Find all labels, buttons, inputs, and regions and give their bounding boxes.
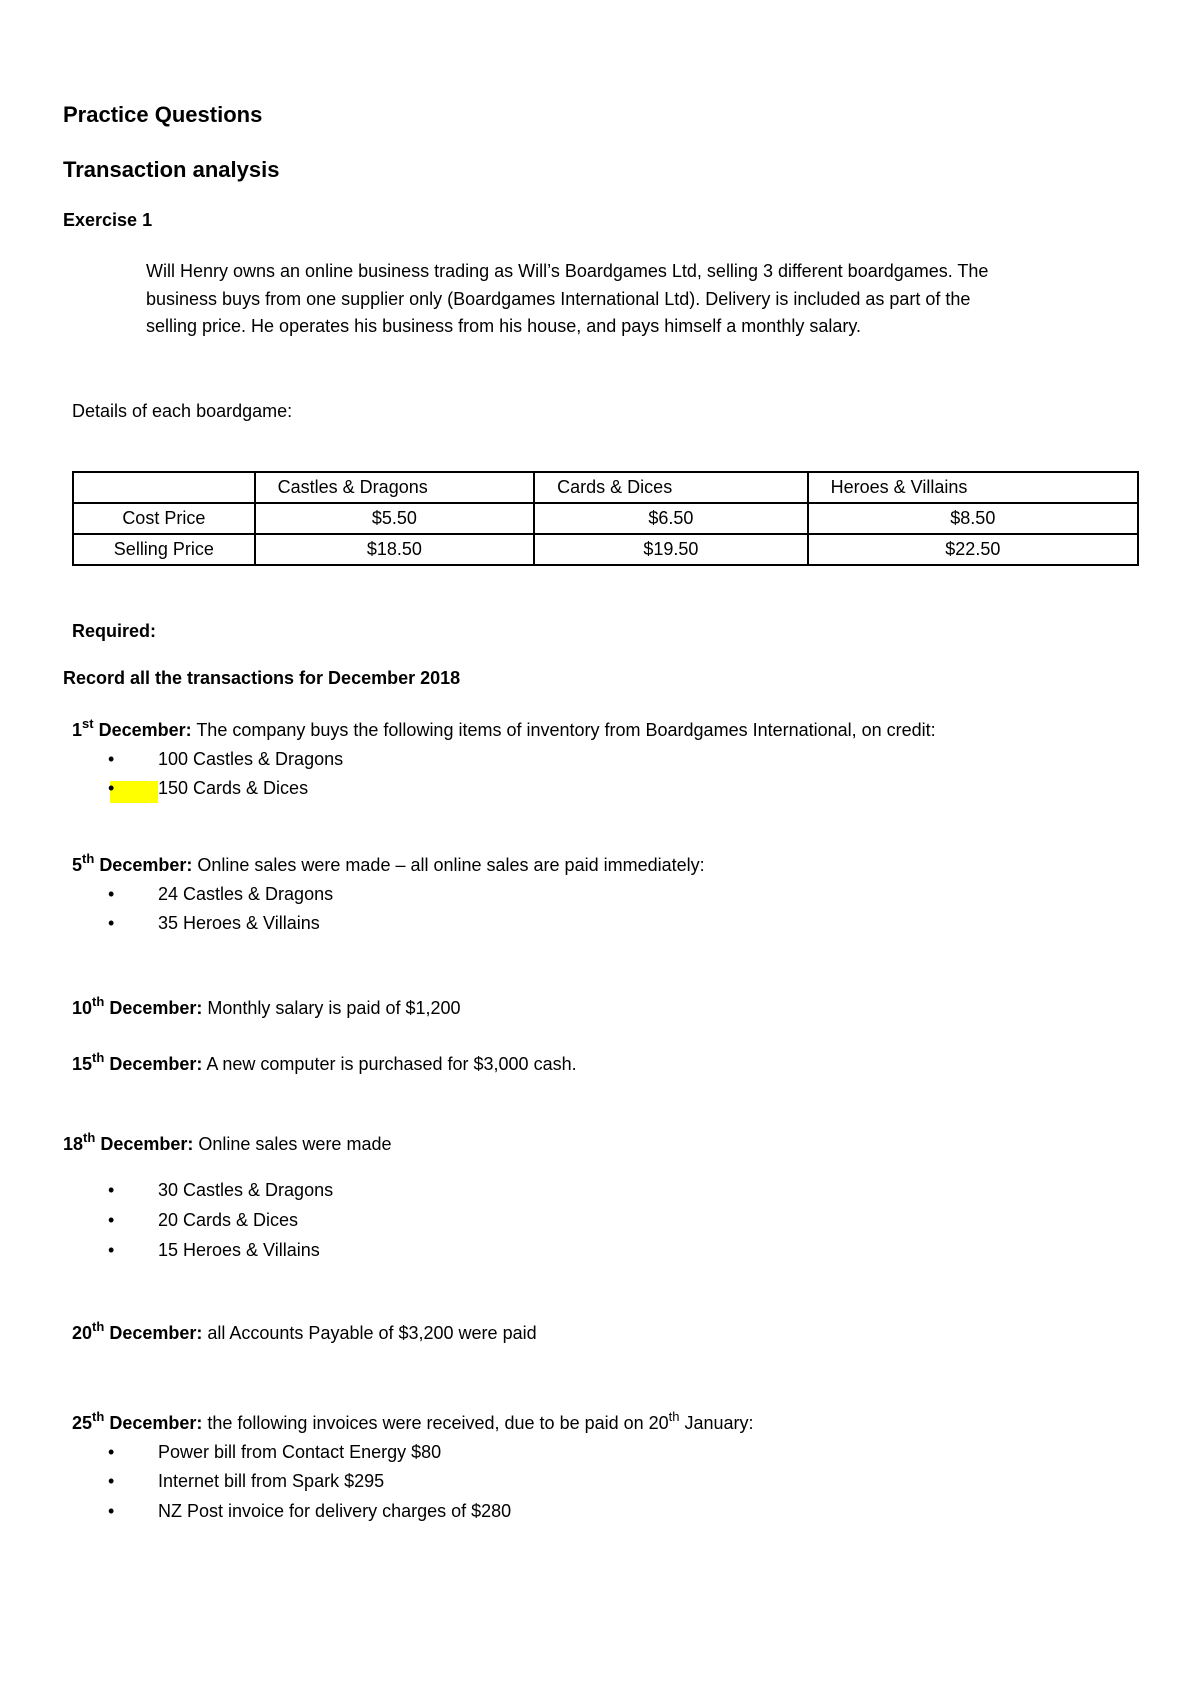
bullet-icon: •: [108, 1210, 115, 1230]
table-header-cell: [73, 472, 255, 503]
transaction-10: [72, 994, 461, 1019]
list-item: 100 Castles & Dragons: [158, 749, 344, 769]
bullet-icon: •: [108, 1180, 115, 1200]
intro-line: business buys from one supplier only (Boardgames International Ltd). Delivery is included as part of the: [146, 288, 971, 309]
transaction-month: December:: [98, 720, 192, 740]
list-item: 15 Heroes & Villains: [158, 1240, 320, 1260]
table-header-row: [73, 472, 1138, 503]
intro-line: selling price. He operates his business from his house, and pays himself a monthly salary.: [146, 316, 862, 336]
transaction-text: the following invoices were received, due to be paid on 20: [202, 1413, 669, 1433]
day-suffix: th: [92, 994, 105, 1009]
bullet-icon: •: [108, 884, 115, 904]
bullet-icon: •: [108, 778, 115, 798]
bullet-icon: •: [108, 1240, 115, 1260]
transaction-day: 1: [72, 720, 83, 740]
list-item: 24 Castles & Dragons: [158, 884, 334, 904]
transaction-text: Online sales were made: [193, 1134, 392, 1154]
list-item: 20 Cards & Dices: [158, 1210, 299, 1230]
transaction-20: [72, 1319, 537, 1344]
transaction-day: 18: [63, 1134, 84, 1154]
list-item: Power bill from Contact Energy $80: [158, 1442, 442, 1462]
list-item: NZ Post invoice for delivery charges of $280: [158, 1501, 512, 1521]
transaction-25: [72, 1409, 754, 1434]
record-instruction: Record all the transactions for December 2018: [63, 668, 461, 688]
transaction-text: A new computer is purchased for $3,000 cash.: [202, 1054, 577, 1074]
transaction-day: 20: [72, 1323, 93, 1343]
transaction-month: December:: [99, 855, 193, 875]
transaction-day: 15: [72, 1054, 93, 1074]
transaction-5: [72, 851, 705, 876]
table-cell: $22.50: [808, 534, 1138, 565]
transaction-day: 5: [72, 855, 83, 875]
transaction-1: [72, 716, 936, 741]
bullet-icon: •: [108, 913, 115, 933]
transaction-day: 10: [72, 998, 93, 1018]
bullet-icon: •: [108, 1501, 115, 1521]
required-heading: Required:: [72, 621, 157, 641]
boardgame-details-table: [72, 471, 1139, 566]
transaction-day: 25: [72, 1413, 93, 1433]
table-row: [73, 534, 1138, 565]
page-title: Practice Questions: [63, 102, 263, 127]
transaction-18: [63, 1130, 392, 1155]
table-cell: $5.50: [255, 503, 535, 534]
transaction-month: December:: [109, 1054, 203, 1074]
transaction-text: Online sales were made – all online sales are paid immediately:: [192, 855, 705, 875]
list-item: 150 Cards & Dices: [158, 778, 309, 798]
highlight-mark: [110, 781, 158, 803]
row-label: Selling Price: [73, 534, 255, 565]
day-suffix: th: [92, 1409, 105, 1424]
table-cell: $6.50: [534, 503, 807, 534]
bullet-icon: •: [108, 749, 115, 769]
row-label: Cost Price: [73, 503, 255, 534]
transaction-15: [72, 1050, 577, 1075]
transaction-month: December:: [109, 998, 203, 1018]
table-cell: $8.50: [808, 503, 1138, 534]
day-suffix: th: [83, 1130, 96, 1145]
transaction-text: The company buys the following items of inventory from Boardgames International, on credit:: [191, 720, 936, 740]
list-item: 30 Castles & Dragons: [158, 1180, 334, 1200]
transaction-month: December:: [100, 1134, 194, 1154]
day-suffix: st: [82, 716, 94, 731]
day-suffix: th: [92, 1319, 105, 1334]
table-cell: $19.50: [534, 534, 807, 565]
transaction-text: Monthly salary is paid of $1,200: [202, 998, 461, 1018]
day-suffix: th: [92, 1050, 105, 1065]
exercise-heading: Exercise 1: [63, 210, 153, 230]
bullet-icon: •: [108, 1471, 115, 1491]
intro-line: Will Henry owns an online business trading as Will’s Boardgames Ltd, selling 3 different boardgames. The: [146, 261, 989, 281]
transaction-text-after: January:: [679, 1413, 754, 1433]
details-label: Details of each boardgame:: [72, 401, 293, 421]
list-item: 35 Heroes & Villains: [158, 913, 320, 933]
intro-paragraph: [146, 258, 1126, 341]
section-title: Transaction analysis: [63, 157, 280, 182]
table-header-cell: Heroes & Villains: [808, 472, 1138, 503]
day-suffix: th: [82, 851, 95, 866]
transaction-text: all Accounts Payable of $3,200 were paid: [202, 1323, 537, 1343]
table-cell: $18.50: [255, 534, 535, 565]
table-header-cell: Castles & Dragons: [255, 472, 535, 503]
transaction-month: December:: [109, 1323, 203, 1343]
date-suffix: th: [668, 1409, 680, 1424]
bullet-icon: •: [108, 1442, 115, 1462]
list-item: Internet bill from Spark $295: [158, 1471, 385, 1491]
table-header-cell: Cards & Dices: [534, 472, 807, 503]
transaction-month: December:: [109, 1413, 203, 1433]
table-row: [73, 503, 1138, 534]
